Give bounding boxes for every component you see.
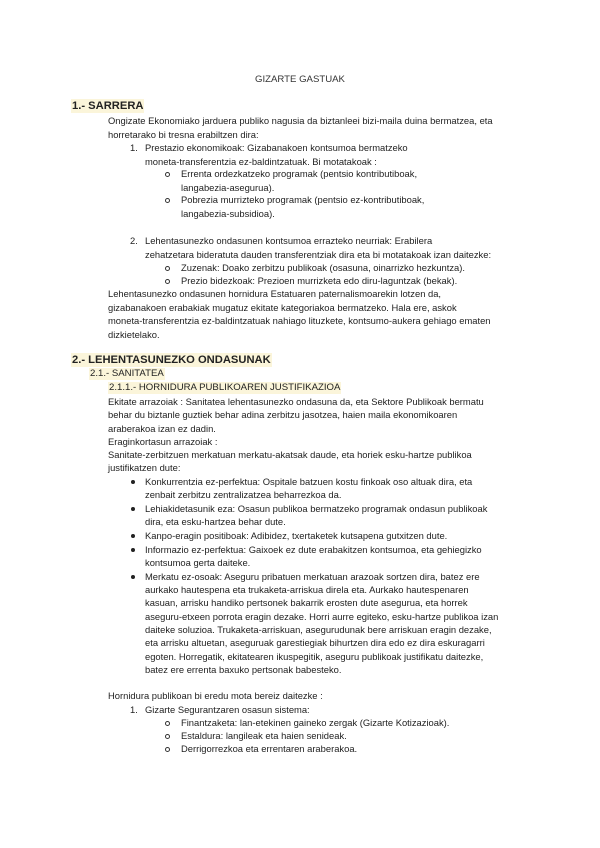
paragraph-line: Ongizate Ekonomiako jarduera publiko nagusia da biztanleei bizi-maila duina bermatzea, eta — [108, 115, 493, 126]
list-number: 1. — [130, 142, 138, 153]
sub-list-item-line: langabezia-subsidioa). — [181, 208, 275, 219]
bullet-item-line: kasuan, arrisku handiko pertsonek bakarrik erosten dute asegurua, eta horrek — [145, 597, 468, 608]
circle-bullet-icon — [165, 198, 170, 203]
bullet-icon — [131, 548, 135, 552]
subsection-heading-sanitatea: 2.1.- SANITATEA — [90, 368, 164, 379]
bullet-item-line: daiteke soluzioa. Trukaketa-arriskuan, asegurudunak bere arriskuan eragin dezake, — [145, 624, 492, 635]
paragraph-line: Lehentasunezko ondasunen hornidura Estatuaren paternalismoarekin lotzen da, — [108, 288, 442, 299]
bullet-item-line: egoten. Horregatik, ekitatearen ikuspegitik, aseguru publikoak justifikatu daitezke, — [145, 651, 484, 662]
paragraph-line: horretarako bi tresna erabiltzen dira: — [108, 129, 259, 140]
circle-bullet-icon — [165, 279, 170, 284]
sub-list-item-line: Prezio bidezkoak: Prezioen murrizketa edo diru-laguntzak (bekak). — [181, 275, 458, 286]
bullet-item-line: Merkatu ez-osoak: Aseguru pribatuen merkatuan arazoak sortzen dira, batez ere — [145, 571, 480, 582]
paragraph-line: dizkietelako. — [108, 329, 160, 340]
bullet-item-line: Konkurrentzia ez-perfektua: Ospitale batzuen kostu finkoak oso altuak dira, eta — [145, 476, 473, 487]
circle-bullet-icon — [165, 721, 170, 726]
sub-list-item-line: Errenta ordezkatzeko programak (pentsio kontributiboak, — [181, 168, 418, 179]
circle-bullet-icon — [165, 734, 170, 739]
document-title: GIZARTE GASTUAK — [255, 74, 345, 85]
bullet-item-line: Kanpo-eragin positiboak: Adibidez, txertaketek kutsapena gutxitzen dute. — [145, 530, 448, 541]
paragraph-line: moneta-transferentzia ez-baldintzatuak nahiago lituzkete, kontsumo-aukera gehiago ematen — [108, 315, 491, 326]
circle-bullet-icon — [165, 172, 170, 177]
paragraph-line: behar du biztanle guztiek behar adina zerbitzu jasotzea, haien maila ekonomikoaren — [108, 409, 458, 420]
list-item-line: Lehentasunezko ondasunen kontsumoa errazteko neurriak: Erabilera — [145, 235, 433, 246]
list-item-line: zehatzetara bideratuta dauden transferentziak dira eta bi motatakoak izan daitezke: — [145, 249, 492, 260]
list-item-line: Prestazio ekonomikoak: Gizabanakoen kontsumoa bermatzeko — [145, 142, 408, 153]
bullet-item-line: Lehiakidetasunik eza: Osasun publikoa bermatzeko programak ondasun publikoak — [145, 503, 488, 514]
sub-list-item-line: Finantzaketa: lan-etekinen gaineko zergak (Gizarte Kotizazioak). — [181, 717, 450, 728]
paragraph-line: Ekitate arrazoiak : Sanitatea lehentasunezko ondasuna da, eta Sektore Publikoak bermatu — [108, 396, 484, 407]
paragraph-line: araberakoa izan ez dadin. — [108, 423, 216, 434]
sub-list-item-line: langabezia-asegurua). — [181, 182, 275, 193]
section-heading-sarrera: 1.- SARRERA — [72, 100, 144, 112]
subsubsection-heading-justifikazioa: 2.1.1.- HORNIDURA PUBLIKOAREN JUSTIFIKAZIOA — [109, 382, 341, 393]
paragraph-line: Sanitate-zerbitzuen merkatuan merkatu-akatsak daude, eta horiek esku-hartze publikoa — [108, 449, 472, 460]
bullet-item-line: kontsumoa gerta daiteke. — [145, 557, 251, 568]
circle-bullet-icon — [165, 266, 170, 271]
list-number: 1. — [130, 704, 138, 715]
circle-bullet-icon — [165, 747, 170, 752]
paragraph-line: Hornidura publikoan bi eredu mota bereiz daitezke : — [108, 690, 323, 701]
bullet-item-line: dira, eta esku-hartzea behar dute. — [145, 516, 286, 527]
bullet-item-line: eta arrisku altuetan, aseguruak garestiegiak bihurtzen dira edo ez dira eskuragarri — [145, 637, 485, 648]
bullet-item-line: zenbait zerbitzu zentralizatzea beharrezkoa da. — [145, 489, 342, 500]
bullet-icon — [131, 534, 135, 538]
paragraph-line: gizabanakoen erabakiak mugatuz ekitate kategoriakoa bermatzeko. Hala ere, askok — [108, 302, 457, 313]
sub-list-item-line: Zuzenak: Doako zerbitzu publikoak (osasuna, oinarrizko hezkuntza). — [181, 262, 466, 273]
bullet-item-line: aurkako hautespena eta trukaketa-arriskua direla eta. Aurkako hautespenaren — [145, 584, 469, 595]
bullet-item-line: Informazio ez-perfektua: Gaixoek ez dute erabakitzen kontsumoa, eta gehiegizko — [145, 544, 482, 555]
bullet-icon — [131, 480, 135, 484]
sub-list-item-line: Derrigorrezkoa eta errentaren araberakoa. — [181, 743, 358, 754]
list-item-line: Gizarte Segurantzaren osasun sistema: — [145, 704, 310, 715]
sub-list-item-line: Pobrezia murrizteko programak (pentsio ez-kontributiboak, — [181, 194, 425, 205]
bullet-item-line: batez ere errenta baxuko pertsonak babesteko. — [145, 664, 342, 675]
bullet-item-line: aseguru-etxeen porrota eragin dezake. Horri aurre egiteko, esku-hartze publikoa izan — [145, 611, 499, 622]
bullet-icon — [131, 575, 135, 579]
paragraph-line: Eraginkortasun arrazoiak : — [108, 436, 218, 447]
list-item-line: moneta-transferentzia ez-baldintzatuak. Bi motatakoak : — [145, 156, 377, 167]
paragraph-line: justifikatzen dute: — [108, 462, 181, 473]
section-heading-lehentasunezko-ondasunak: 2.- LEHENTASUNEZKO ONDASUNAK — [72, 354, 271, 366]
list-number: 2. — [130, 235, 138, 246]
sub-list-item-line: Estaldura: langileak eta haien senideak. — [181, 730, 347, 741]
bullet-icon — [131, 507, 135, 511]
